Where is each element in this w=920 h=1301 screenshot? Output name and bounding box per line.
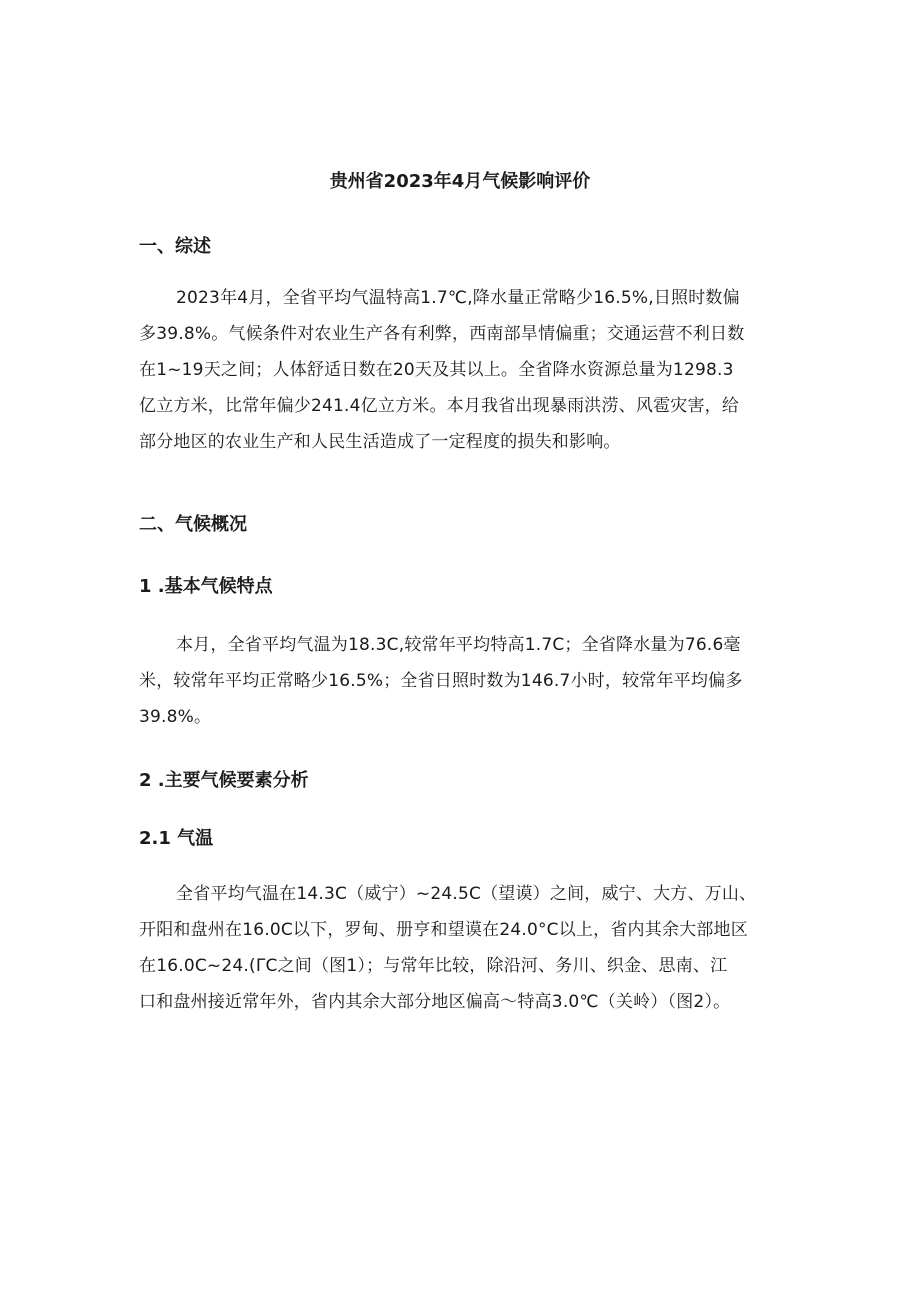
paragraph-line: 多39.8%。气候条件对农业生产各有利弊，西南部旱情偏重；交通运营不利日数 [139, 324, 745, 344]
document-title: 贵州省2023年4月气候影响评价 [329, 171, 591, 192]
paragraph-line: 在1~19天之间；人体舒适日数在20天及其以上。全省降水资源总量为1298.3 [139, 360, 734, 380]
subsection-heading-temperature: 2.1 气温 [139, 828, 214, 849]
paragraph-line: 米，较常年平均正常略少16.5%；全省日照时数为146.7小时，较常年平均偏多 [139, 671, 743, 691]
basic-features-paragraph [139, 627, 794, 735]
paragraph-line: 39.8%。 [139, 707, 212, 727]
section-heading-overview: 一、综述 [139, 236, 211, 257]
paragraph-line: 全省平均气温在14.3C（威宁）~24.5C（望谟）之间，威宁、大方、万山、 [176, 884, 757, 904]
section-heading-climate-overview: 二、气候概况 [139, 514, 247, 535]
subsection-heading-elements-analysis: 2 .主要气候要素分析 [139, 770, 309, 791]
temperature-paragraph [139, 876, 794, 1020]
paragraph-line: 部分地区的农业生产和人民生活造成了一定程度的损失和影响。 [139, 432, 621, 452]
paragraph-line: 2023年4月，全省平均气温特高1.7℃,降水量正常略少16.5%,日照时数偏 [176, 288, 740, 308]
paragraph-line: 开阳和盘州在16.0C以下，罗甸、册亨和望谟在24.0°C以上，省内其余大部地区 [139, 920, 748, 940]
paragraph-line: 亿立方米，比常年偏少241.4亿立方米。本月我省出现暴雨洪涝、风雹灾害，给 [139, 396, 740, 416]
paragraph-line: 口和盘州接近常年外，省内其余大部分地区偏高～特高3.0℃（关岭）（图2）。 [139, 992, 731, 1012]
paragraph-line: 在16.0C~24.(ΓC之间（图1）；与常年比较，除沿河、务川、织金、思南、江 [139, 956, 728, 976]
subsection-heading-basic-features: 1 .基本气候特点 [139, 576, 273, 597]
overview-paragraph [139, 280, 794, 460]
paragraph-line: 本月，全省平均气温为18.3C,较常年平均特高1.7C；全省降水量为76.6毫 [176, 635, 741, 655]
